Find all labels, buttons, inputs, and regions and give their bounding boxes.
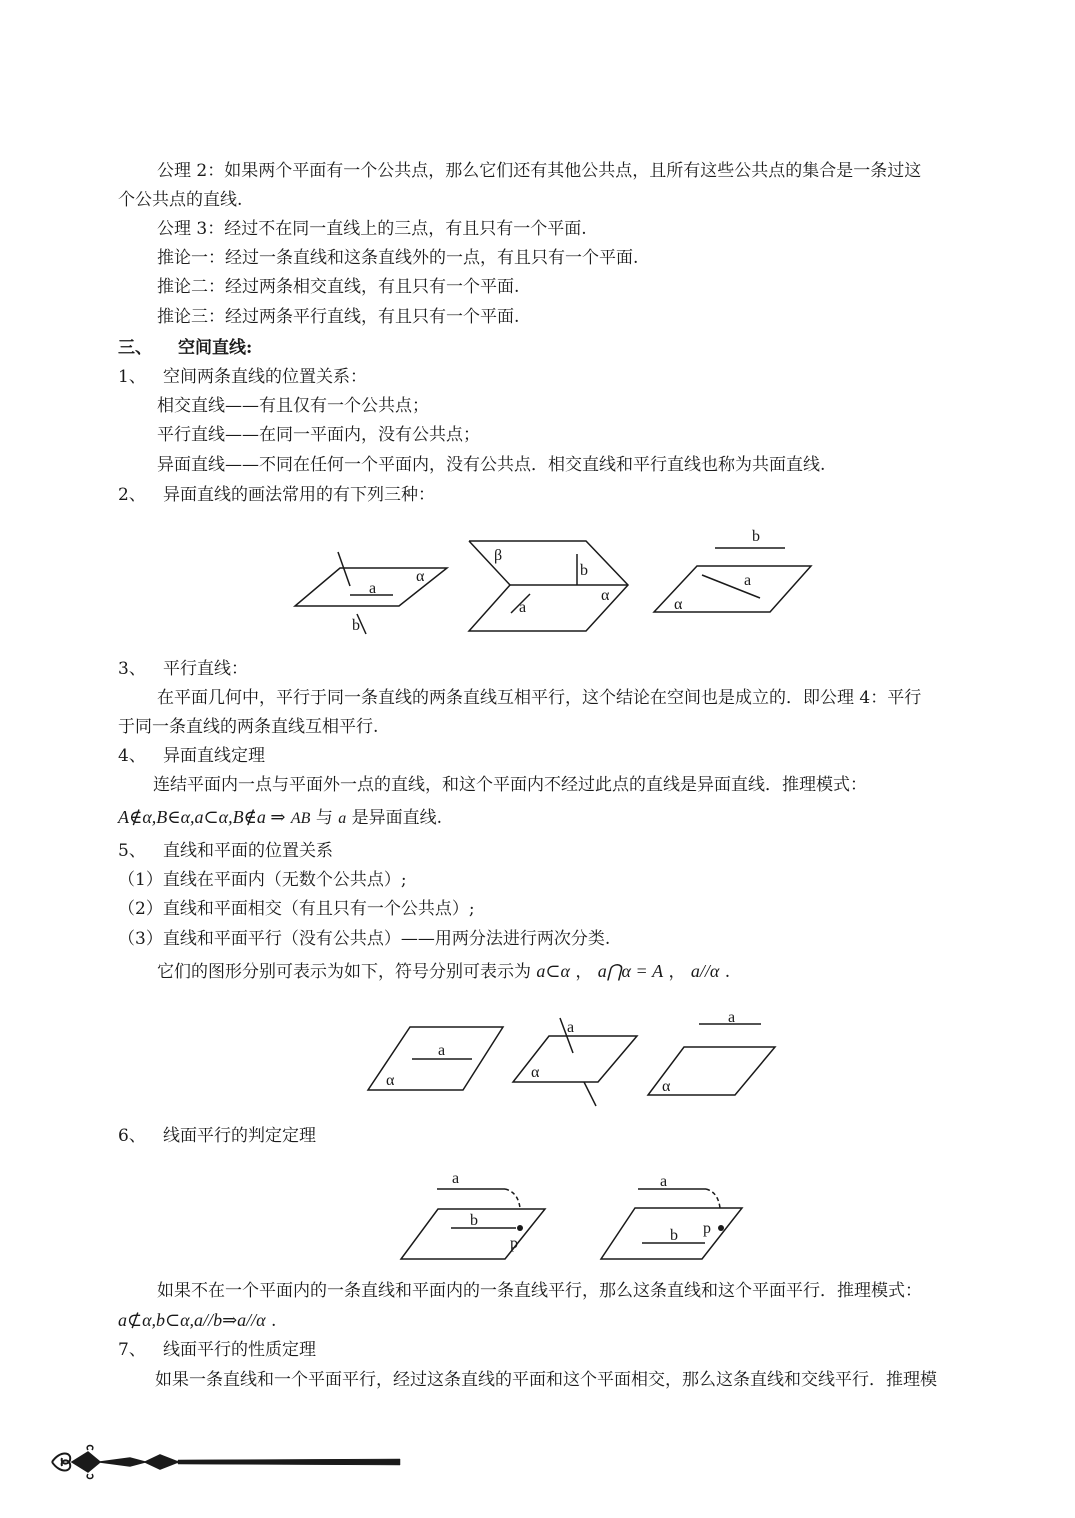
item5-case3: （3）直线和平面平行（没有公共点）——用两分法进行两次分类. bbox=[118, 929, 611, 949]
symbol-intersect: a⋂α = A bbox=[597, 961, 664, 981]
formula-end: 是异面直线. bbox=[351, 808, 443, 828]
item5-case2: （2）直线和平面相交（有且只有一个公共点）; bbox=[118, 899, 475, 919]
label-a: a bbox=[438, 1042, 446, 1059]
axiom2-line1: 公理 2：如果两个平面有一个公共点，那么它们还有其他公共点，且所有这些公共点的集合是一条过这 bbox=[157, 161, 922, 181]
period: . bbox=[724, 962, 731, 982]
skew-theorem-formula: A∉α,B∈α,a⊂α,B∉a ⇒ bbox=[118, 807, 286, 827]
item6-number: 6、 bbox=[118, 1126, 146, 1146]
symbol-parallel: a//α bbox=[690, 961, 720, 981]
formula-a: a bbox=[338, 810, 347, 827]
item1-line-intersecting: 相交直线——有且仅有一个公共点； bbox=[157, 396, 429, 416]
item7-number: 7、 bbox=[118, 1340, 146, 1360]
criterion-formula: a⊄α,b⊂α,a//b⇒a//α bbox=[118, 1310, 266, 1330]
item7-line1: 如果一条直线和一个平面平行，经过这条直线的平面和这个平面相交，那么这条直线和交线平行．推理模 bbox=[155, 1370, 937, 1390]
label-a: a bbox=[744, 572, 752, 589]
item2-title: 异面直线的画法常用的有下列三种： bbox=[163, 485, 435, 505]
item1-number: 1、 bbox=[118, 367, 146, 387]
label-p: p bbox=[703, 1220, 711, 1237]
label-a: a bbox=[660, 1173, 668, 1190]
label-a: a bbox=[728, 1009, 736, 1026]
label-b: b bbox=[470, 1212, 478, 1229]
corollary2: 推论二：经过两条相交直线，有且只有一个平面. bbox=[157, 277, 520, 297]
item6-line1: 如果不在一个平面内的一条直线和平面内的一条直线平行，那么这条直线和这个平面平行．推理模式： bbox=[157, 1281, 922, 1301]
item5-case1: （1）直线在平面内（无数个公共点）; bbox=[118, 870, 407, 890]
label-b: b bbox=[670, 1227, 678, 1244]
label-alpha: α bbox=[416, 568, 425, 585]
formula-with: 与 bbox=[315, 808, 333, 828]
axiom2-line2: 个公共点的直线. bbox=[118, 190, 243, 210]
item3-number: 3、 bbox=[118, 659, 146, 679]
flourish-icon bbox=[52, 1446, 400, 1479]
label-a: a bbox=[452, 1170, 460, 1187]
symbol-in-plane: a⊂α bbox=[536, 961, 570, 981]
corollary1: 推论一：经过一条直线和这条直线外的一点，有且只有一个平面. bbox=[157, 248, 639, 268]
item7-title: 线面平行的性质定理 bbox=[163, 1340, 316, 1360]
item1-line-parallel: 平行直线——在同一平面内，没有公共点； bbox=[157, 425, 480, 445]
label-a: a bbox=[567, 1019, 575, 1036]
label-alpha: α bbox=[674, 596, 683, 613]
item2-number: 2、 bbox=[118, 485, 146, 505]
corollary3: 推论三：经过两条平行直线，有且只有一个平面. bbox=[157, 307, 520, 327]
section3-title: 空间直线: bbox=[178, 338, 253, 358]
label-alpha: α bbox=[386, 1072, 395, 1089]
label-a: a bbox=[519, 599, 527, 616]
item1-title: 空间两条直线的位置关系： bbox=[163, 367, 367, 387]
label-alpha: α bbox=[531, 1064, 540, 1081]
axiom3: 公理 3：经过不在同一直线上的三点，有且只有一个平面. bbox=[157, 219, 587, 239]
formula-ab: AB bbox=[290, 810, 311, 827]
symbols-text: 它们的图形分别可表示为如下，符号分别可表示为 bbox=[157, 962, 531, 982]
label-beta: β bbox=[494, 547, 503, 564]
label-b: b bbox=[752, 528, 760, 545]
item3-line2: 于同一条直线的两条直线互相平行. bbox=[118, 717, 379, 737]
label-alpha: α bbox=[601, 587, 610, 604]
item4-line1: 连结平面内一点与平面外一点的直线，和这个平面内不经过此点的直线是异面直线．推理模式： bbox=[153, 775, 867, 795]
item4-number: 4、 bbox=[118, 746, 146, 766]
separator: ， bbox=[668, 962, 686, 982]
item1-line-skew: 异面直线——不同在任何一个平面内，没有公共点．相交直线和平行直线也称为共面直线. bbox=[157, 455, 826, 475]
label-b: b bbox=[352, 617, 360, 634]
item6-title: 线面平行的判定定理 bbox=[163, 1126, 316, 1146]
label-alpha: α bbox=[662, 1078, 671, 1095]
item4-title: 异面直线定理 bbox=[163, 746, 265, 766]
item3-line1: 在平面几何中，平行于同一条直线的两条直线互相平行，这个结论在空间也是成立的．即公理 4：平行 bbox=[157, 688, 922, 708]
period: . bbox=[271, 1311, 277, 1331]
label-b: b bbox=[580, 562, 588, 579]
item3-title: 平行直线： bbox=[163, 659, 248, 679]
label-p: p bbox=[510, 1235, 518, 1252]
label-a: a bbox=[369, 580, 377, 597]
item5-title: 直线和平面的位置关系 bbox=[163, 841, 333, 861]
section3-number: 三、 bbox=[118, 338, 152, 358]
separator: ， bbox=[575, 962, 593, 982]
item5-number: 5、 bbox=[118, 841, 146, 861]
